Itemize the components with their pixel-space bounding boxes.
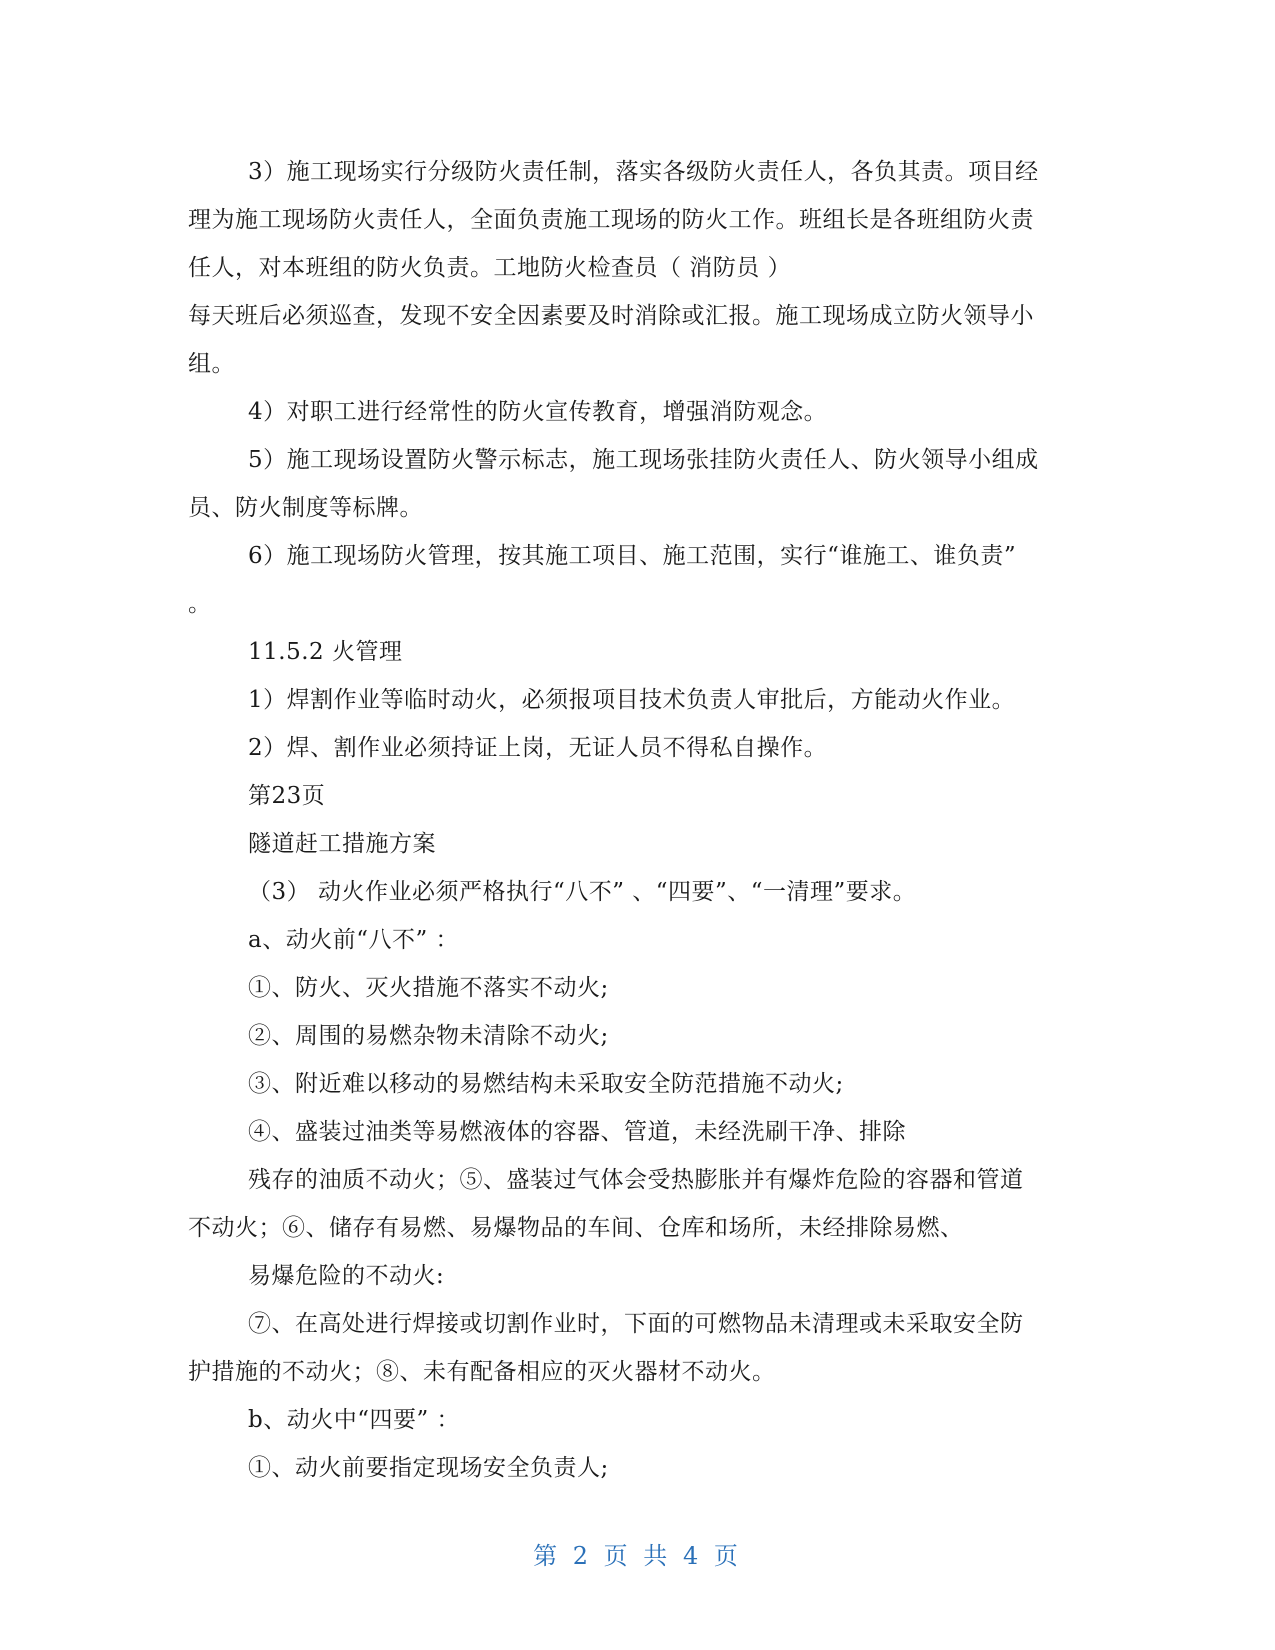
text-line: 残存的油质不动火；⑤、盛装过气体会受热膨胀并有爆炸危险的容器和管道 [248, 1167, 1024, 1193]
text-line: （3） 动火作业必须严格执行“八不” 、“四要”、“一清理”要求。 [248, 879, 917, 905]
document-body [188, 148, 1088, 1492]
list-item: ③、附近难以移动的易燃结构未采取安全防范措施不动火; [248, 1071, 844, 1097]
text-line: 6）施工现场防火管理，按其施工项目、施工范围，实行“谁施工、谁负责” [248, 543, 1017, 569]
list-item: ①、防火、灭火措施不落实不动火; [248, 975, 609, 1001]
text-line: 2）焊、割作业必须持证上岗，无证人员不得私自操作。 [248, 735, 828, 761]
text-line: 理为施工现场防火责任人，全面负责施工现场的防火工作。班组长是各班组防火责 [188, 207, 1034, 233]
text-line: 1）焊割作业等临时动火，必须报项目技术负责人审批后，方能动火作业。 [248, 687, 1016, 713]
list-item: ⑦、在高处进行焊接或切割作业时，下面的可燃物品未清理或未采取安全防 [248, 1311, 1024, 1337]
text-line: b、动火中“四要” ： [248, 1407, 461, 1433]
document-title: 隧道赶工措施方案 [248, 831, 436, 857]
list-item: ④、盛装过油类等易燃液体的容器、管道，未经洗刷干净、排除 [248, 1119, 906, 1145]
list-item: ②、周围的易燃杂物未清除不动火; [248, 1023, 609, 1049]
text-line: 。 [188, 591, 212, 617]
text-line: 3）施工现场实行分级防火责任制，落实各级防火责任人，各负其责。项目经 [248, 159, 1039, 185]
page-marker: 第23页 [248, 783, 326, 809]
text-line: 组。 [188, 351, 235, 377]
text-line: 5）施工现场设置防火警示标志，施工现场张挂防火责任人、防火领导小组成 [248, 447, 1039, 473]
text-line: 4）对职工进行经常性的防火宣传教育，增强消防观念。 [248, 399, 828, 425]
list-item: ①、动火前要指定现场安全负责人; [248, 1455, 609, 1481]
text-line: 不动火；⑥、储存有易燃、易爆物品的车间、仓库和场所，未经排除易燃、 [188, 1215, 964, 1241]
text-line: 员、防火制度等标牌。 [188, 495, 423, 521]
text-line: 护措施的不动火；⑧、未有配备相应的灭火器材不动火。 [188, 1359, 776, 1385]
section-heading: 11.5.2 火管理 [248, 639, 403, 665]
text-line: 易爆危险的不动火: [248, 1263, 445, 1289]
text-line: a、动火前“八不” ： [248, 927, 460, 953]
page-footer: 第 2 页 共 4 页 [533, 1542, 742, 1570]
text-line: 任人，对本班组的防火负责。工地防火检查员（ 消防员 ） [188, 255, 792, 281]
text-line: 每天班后必须巡查，发现不安全因素要及时消除或汇报。施工现场成立防火领导小 [188, 303, 1034, 329]
